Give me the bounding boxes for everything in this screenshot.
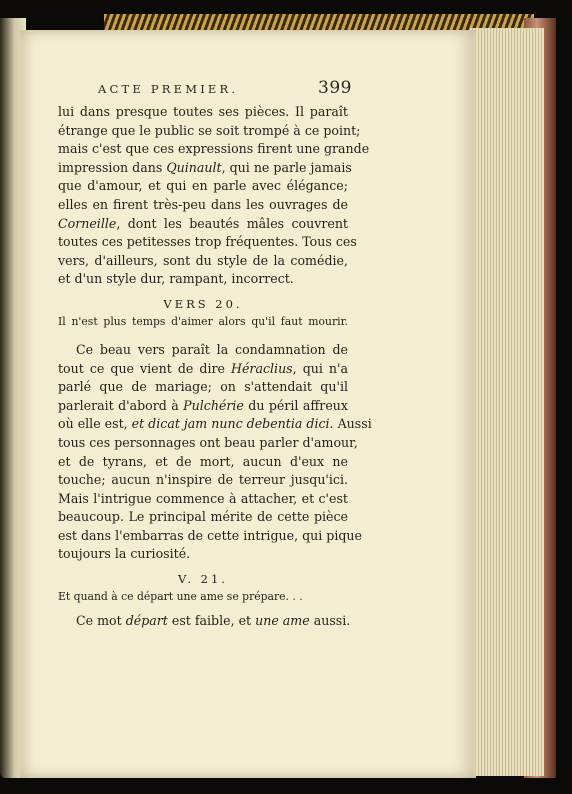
text-line: Ce beau vers paraît la condamnation de	[76, 341, 348, 357]
text-line: tous ces personnages ont beau parler d'amour,	[58, 434, 358, 450]
text-line: parlé que de mariage; on s'attendait qu'il	[58, 379, 348, 395]
text-line: vers, d'ailleurs, sont du style de la comédie,	[58, 252, 348, 268]
page-header	[98, 78, 352, 98]
p3-text-b: est faible, et	[167, 613, 256, 629]
text-line: où elle est, et dicat jam nunc debentia dici. Aussi	[58, 416, 372, 432]
text-line: tout ce que vient de dire Héraclius, qui n'a	[58, 360, 349, 376]
verse-heading-1: VERS 20.	[163, 296, 243, 311]
text-line: et de tyrans, et de mort, aucun d'eux ne	[58, 453, 348, 469]
text-block	[58, 103, 372, 631]
text-line: que d'amour, et qui en parle avec élégance;	[58, 178, 348, 194]
paragraph-1	[58, 103, 370, 289]
text-line: étrange que le public se soit trompé à ce point;	[58, 122, 361, 138]
paragraph-2	[58, 341, 372, 564]
text-line: toutes ces petitesses trop fréquentes. Tous ces	[58, 234, 357, 250]
text-line: beaucoup. Le principal mérite de cette pièce	[58, 509, 348, 525]
page-number: 399	[318, 78, 352, 98]
text-line: toujours la curiosité.	[58, 546, 191, 562]
text-line: mais c'est que ces expressions firent une grande	[58, 141, 370, 157]
text-line: lui dans presque toutes ses pièces. Il paraît	[58, 104, 348, 119]
page-stack-edge	[470, 28, 544, 776]
p3-italic-1: départ	[125, 613, 168, 629]
text-line: parlerait d'abord à Pulchérie du péril affreux	[58, 397, 348, 413]
p3-italic-2: une ame	[255, 613, 310, 629]
p3-text-c: aussi.	[309, 613, 351, 629]
p3-text-a: Ce mot	[76, 613, 126, 629]
text-line: Corneille, dont les beautés mâles couvrent	[58, 215, 348, 231]
text-line: impression dans Quinault, qui ne parle jamais	[58, 159, 352, 175]
text-line: est dans l'embarras de cette intrigue, qui pique	[58, 527, 362, 543]
text-line: et d'un style dur, rampant, incorrect.	[58, 271, 294, 287]
text-line: touche; aucun n'inspire de terreur jusqu'ici.	[58, 472, 348, 488]
running-head: ACTE PREMIER.	[98, 82, 239, 96]
paragraph-3	[58, 612, 351, 631]
verse-quote-1: Il n'est plus temps d'aimer alors qu'il faut mourir.	[58, 314, 348, 328]
verse-quote-2: Et quand à ce départ une ame se prépare. . .	[58, 590, 303, 604]
verse-heading-2: V. 21.	[178, 572, 228, 587]
text-line: elles en firent très-peu dans les ouvrages de	[58, 196, 348, 212]
text-line: Mais l'intrigue commence à attacher, et c'est	[58, 490, 348, 506]
